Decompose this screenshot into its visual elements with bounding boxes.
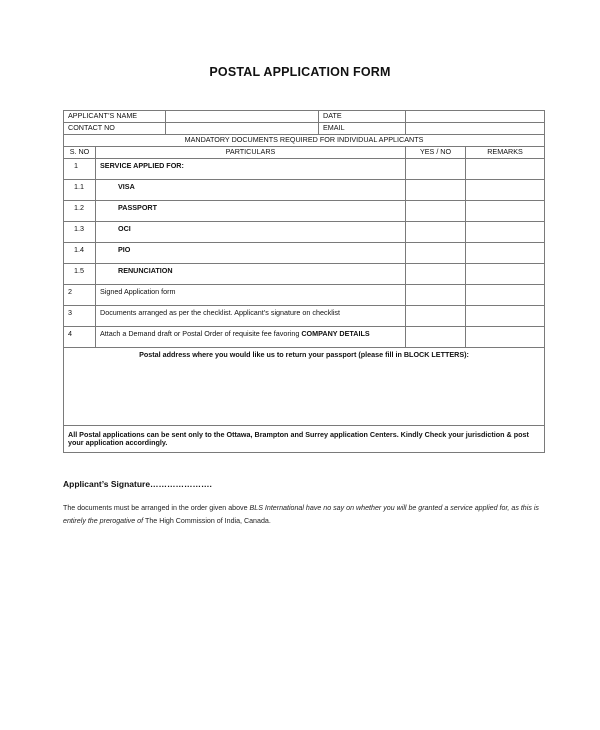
yes-no-cell[interactable] (406, 201, 466, 222)
row-sno: 2 (64, 285, 96, 306)
contact-no-label: CONTACT NO (64, 123, 166, 135)
col-header-particulars: PARTICULARS (96, 147, 406, 159)
row-particular: OCI (96, 222, 406, 243)
yes-no-cell[interactable] (406, 327, 466, 348)
row-particular: SERVICE APPLIED FOR: (96, 159, 406, 180)
remarks-cell[interactable] (466, 243, 545, 264)
postal-address-row (64, 348, 545, 426)
applicant-name-field[interactable] (166, 111, 319, 123)
remarks-cell[interactable] (466, 285, 545, 306)
row-particular: Documents arranged as per the checklist. Applicant’s signature on checklist (96, 306, 406, 327)
row-particular: PASSPORT (96, 201, 406, 222)
col-header-sno: S. NO (64, 147, 96, 159)
contact-no-field[interactable] (166, 123, 319, 135)
disclaimer-text-2: BLS International have no say on whether you will be granted a service applied for, as this is entirely the prerogative of (63, 504, 539, 525)
remarks-cell[interactable] (466, 306, 545, 327)
postal-address-prompt: Postal address where you would like us to return your passport (please fill in BLOCK LETTERS): (139, 350, 469, 359)
col-header-remarks: REMARKS (466, 147, 545, 159)
postal-address-field[interactable] (64, 348, 545, 426)
mandatory-heading: MANDATORY DOCUMENTS REQUIRED FOR INDIVIDUAL APPLICANTS (64, 135, 545, 147)
disclaimer (63, 502, 544, 527)
table-row (64, 264, 545, 285)
table-row (64, 159, 545, 180)
row-sno: 1.2 (64, 201, 96, 222)
remarks-cell[interactable] (466, 180, 545, 201)
page-title: POSTAL APPLICATION FORM (209, 65, 391, 79)
table-row (64, 123, 545, 135)
remarks-cell[interactable] (466, 201, 545, 222)
row-sno: 1.5 (64, 264, 96, 285)
table-row (64, 306, 545, 327)
table-row (64, 180, 545, 201)
row-sno: 1 (64, 159, 96, 180)
date-label: DATE (319, 111, 406, 123)
note-row (64, 426, 545, 453)
table-row (64, 243, 545, 264)
remarks-cell[interactable] (466, 159, 545, 180)
table-header-row (64, 147, 545, 159)
row-particular: VISA (96, 180, 406, 201)
table-row (64, 111, 545, 123)
row-sno: 1.3 (64, 222, 96, 243)
remarks-cell[interactable] (466, 264, 545, 285)
yes-no-cell[interactable] (406, 285, 466, 306)
table-row (64, 201, 545, 222)
disclaimer-text-1: The documents must be arranged in the order given above (63, 504, 250, 512)
table-row (64, 327, 545, 348)
row-sno: 3 (64, 306, 96, 327)
row-sno: 1.4 (64, 243, 96, 264)
yes-no-cell[interactable] (406, 243, 466, 264)
row-particular: RENUNCIATION (96, 264, 406, 285)
yes-no-cell[interactable] (406, 306, 466, 327)
date-field[interactable] (406, 111, 545, 123)
row-particular: Signed Application form (96, 285, 406, 306)
yes-no-cell[interactable] (406, 264, 466, 285)
email-label: EMAIL (319, 123, 406, 135)
fee-instruction-text: Attach a Demand draft or Postal Order of requisite fee favoring (100, 329, 302, 338)
table-row (64, 285, 545, 306)
row-sno: 4 (64, 327, 96, 348)
row-sno: 1.1 (64, 180, 96, 201)
yes-no-cell[interactable] (406, 222, 466, 243)
email-field[interactable] (406, 123, 545, 135)
col-header-yes-no: YES / NO (406, 147, 466, 159)
disclaimer-text-3: The High Commission of India, Canada. (145, 516, 271, 525)
yes-no-cell[interactable] (406, 159, 466, 180)
applicant-name-label: APPLICANT’S NAME (64, 111, 166, 123)
remarks-cell[interactable] (466, 222, 545, 243)
remarks-cell[interactable] (466, 327, 545, 348)
application-table (63, 110, 545, 453)
company-details-text: COMPANY DETAILS (301, 329, 370, 338)
table-row (64, 135, 545, 147)
row-particular (96, 327, 406, 348)
signature-line: Applicant’s Signature…………………. (63, 479, 212, 489)
table-row (64, 222, 545, 243)
yes-no-cell[interactable] (406, 180, 466, 201)
row-particular: PIO (96, 243, 406, 264)
postal-note: All Postal applications can be sent only to the Ottawa, Brampton and Surrey application Centers. Kindly Check your jurisdiction & post your application accordingly. (64, 426, 545, 453)
